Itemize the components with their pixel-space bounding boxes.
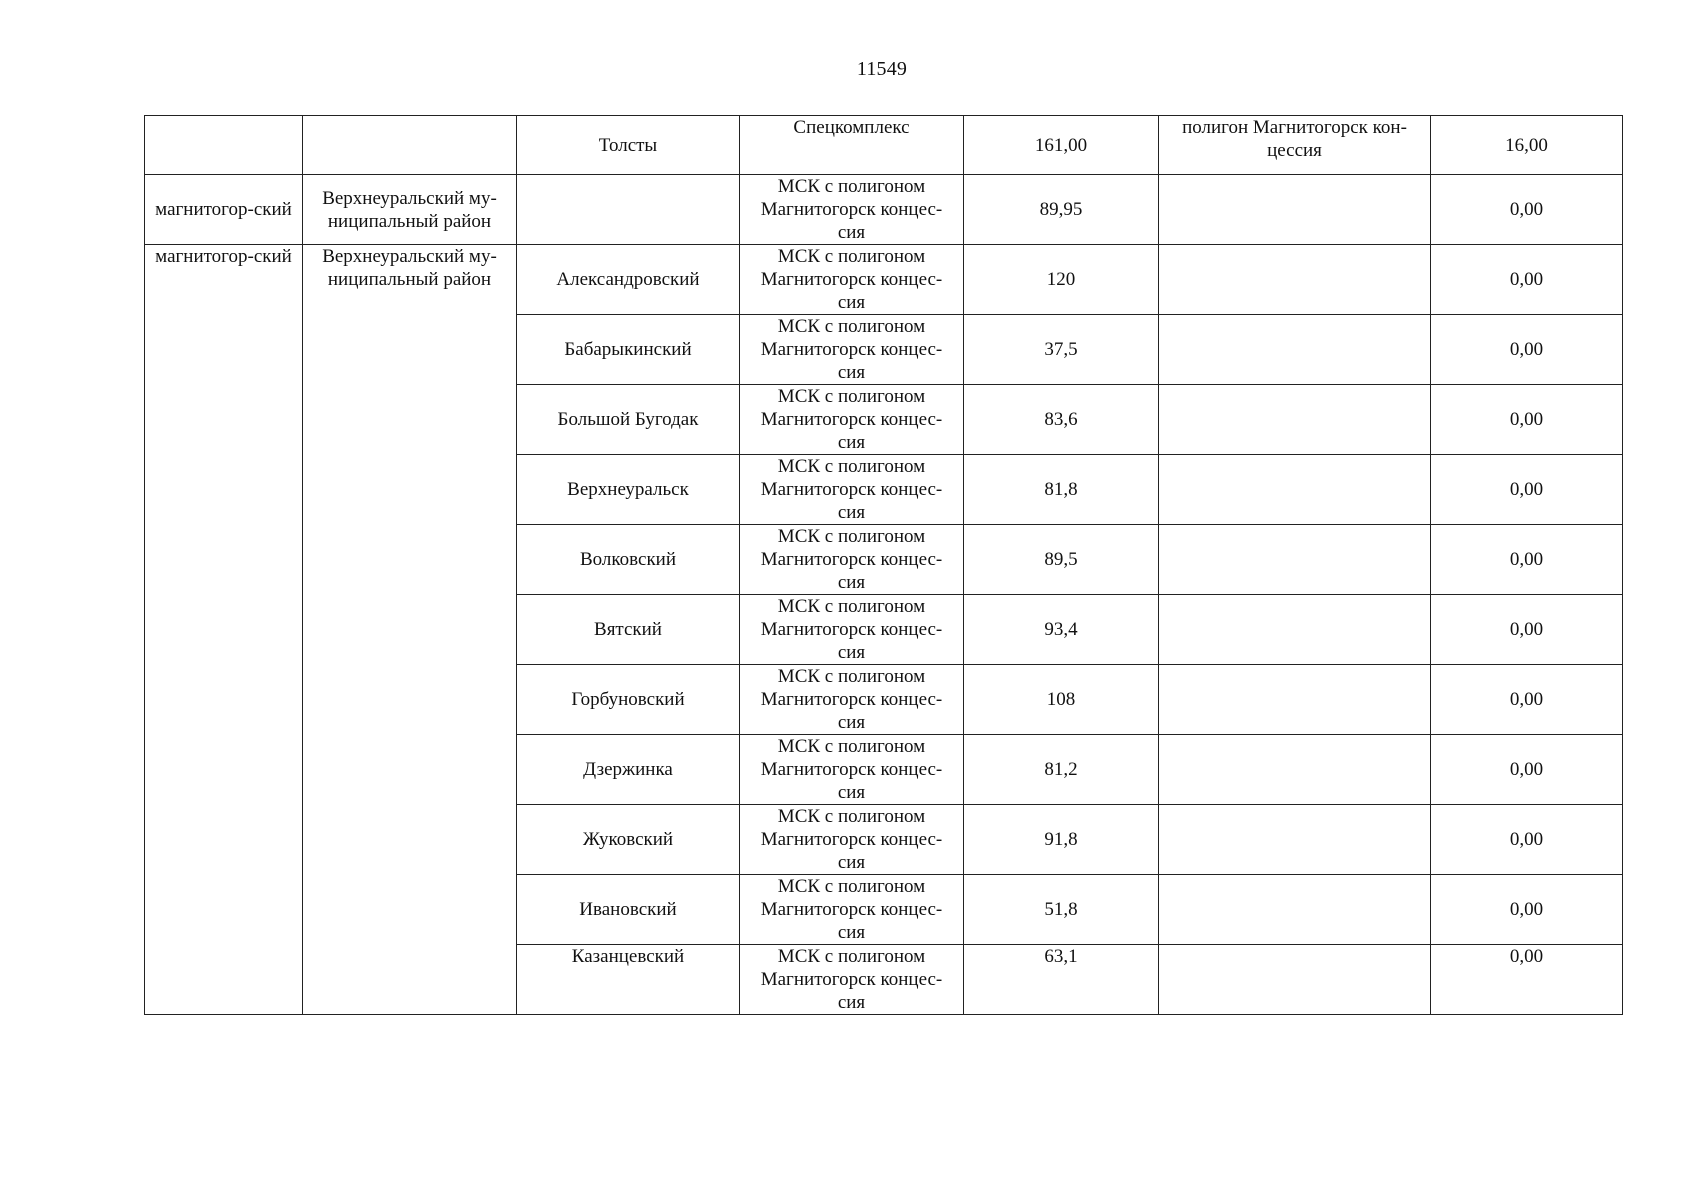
cell-distance: 81,2 <box>964 735 1159 805</box>
cell-target <box>1159 945 1431 1015</box>
cell-settlement: Толсты <box>517 116 740 175</box>
cell-target <box>1159 455 1431 525</box>
cell-object: МСК с полигоном Магнитогорск концес-сия <box>740 595 964 665</box>
cell-value: 0,00 <box>1431 735 1623 805</box>
cell-settlement: Большой Бугодак <box>517 385 740 455</box>
cell-settlement: Ивановский <box>517 875 740 945</box>
cell-settlement <box>517 175 740 245</box>
cell-value: 0,00 <box>1431 945 1623 1015</box>
cell-settlement: Дзержинка <box>517 735 740 805</box>
cell-object: Спецкомплекс <box>740 116 964 175</box>
cell-district: Верхнеуральский му-ниципальный район <box>303 175 517 245</box>
cell-settlement: Верхнеуральск <box>517 455 740 525</box>
cell-object: МСК с полигоном Магнитогорск концес-сия <box>740 315 964 385</box>
cell-municipality <box>145 116 303 175</box>
cell-distance: 161,00 <box>964 116 1159 175</box>
cell-object: МСК с полигоном Магнитогорск концес-сия <box>740 735 964 805</box>
cell-object: МСК с полигоном Магнитогорск концес-сия <box>740 805 964 875</box>
cell-distance: 83,6 <box>964 385 1159 455</box>
cell-value: 0,00 <box>1431 385 1623 455</box>
cell-settlement: Горбуновский <box>517 665 740 735</box>
cell-object: МСК с полигоном Магнитогорск концес-сия <box>740 525 964 595</box>
table-row <box>145 116 1623 175</box>
cell-distance: 93,4 <box>964 595 1159 665</box>
cell-value: 0,00 <box>1431 315 1623 385</box>
cell-distance: 89,95 <box>964 175 1159 245</box>
cell-object: МСК с полигоном Магнитогорск концес-сия <box>740 875 964 945</box>
cell-settlement: Жуковский <box>517 805 740 875</box>
cell-municipality: магнитогор-ский <box>145 175 303 245</box>
cell-settlement: Бабарыкинский <box>517 315 740 385</box>
cell-object: МСК с полигоном Магнитогорск концес-сия <box>740 945 964 1015</box>
cell-target <box>1159 525 1431 595</box>
cell-settlement: Волковский <box>517 525 740 595</box>
cell-target <box>1159 385 1431 455</box>
cell-distance: 51,8 <box>964 875 1159 945</box>
cell-value: 16,00 <box>1431 116 1623 175</box>
cell-target <box>1159 245 1431 315</box>
cell-target: полигон Магнитогорск кон-цессия <box>1159 116 1431 175</box>
cell-object: МСК с полигоном Магнитогорск концес-сия <box>740 385 964 455</box>
cell-value: 0,00 <box>1431 595 1623 665</box>
cell-value: 0,00 <box>1431 525 1623 595</box>
cell-distance: 91,8 <box>964 805 1159 875</box>
cell-settlement: Александровский <box>517 245 740 315</box>
table-row <box>145 175 1623 245</box>
cell-object: МСК с полигоном Магнитогорск концес-сия <box>740 665 964 735</box>
cell-value: 0,00 <box>1431 875 1623 945</box>
cell-object: МСК с полигоном Магнитогорск концес-сия <box>740 175 964 245</box>
waste-transport-table <box>144 115 1623 1015</box>
cell-target <box>1159 875 1431 945</box>
cell-distance: 120 <box>964 245 1159 315</box>
cell-settlement: Казанцевский <box>517 945 740 1015</box>
cell-municipality: магнитогор-ский <box>145 245 303 1015</box>
table-row <box>145 245 1623 315</box>
cell-value: 0,00 <box>1431 175 1623 245</box>
cell-target <box>1159 665 1431 735</box>
cell-distance: 63,1 <box>964 945 1159 1015</box>
cell-object: МСК с полигоном Магнитогорск концес-сия <box>740 455 964 525</box>
cell-distance: 89,5 <box>964 525 1159 595</box>
cell-object: МСК с полигоном Магнитогорск концес-сия <box>740 245 964 315</box>
cell-target <box>1159 805 1431 875</box>
cell-target <box>1159 595 1431 665</box>
cell-target <box>1159 735 1431 805</box>
cell-target <box>1159 315 1431 385</box>
cell-distance: 37,5 <box>964 315 1159 385</box>
cell-value: 0,00 <box>1431 805 1623 875</box>
cell-settlement: Вятский <box>517 595 740 665</box>
page-number: 11549 <box>856 58 908 80</box>
cell-distance: 81,8 <box>964 455 1159 525</box>
cell-target <box>1159 175 1431 245</box>
cell-district: Верхнеуральский му-ниципальный район <box>303 245 517 1015</box>
cell-distance: 108 <box>964 665 1159 735</box>
cell-value: 0,00 <box>1431 665 1623 735</box>
cell-district <box>303 116 517 175</box>
cell-value: 0,00 <box>1431 455 1623 525</box>
cell-value: 0,00 <box>1431 245 1623 315</box>
